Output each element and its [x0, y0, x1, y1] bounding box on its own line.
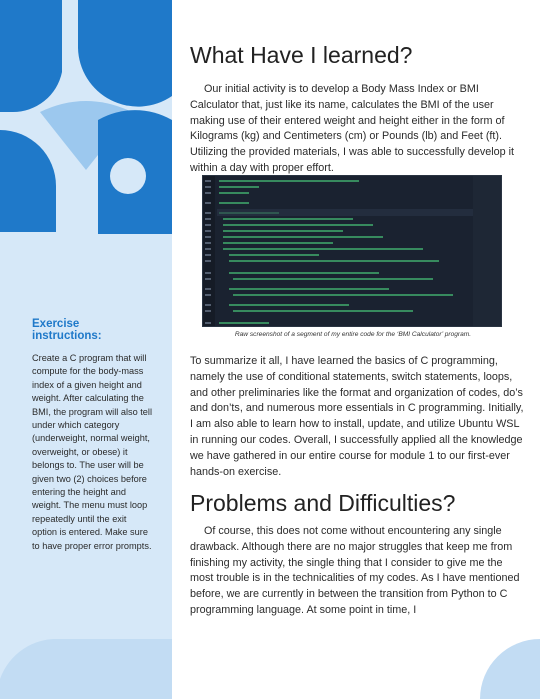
problems-paragraph: Of course, this does not come without encountering any single drawback. Although there are no major struggles that keep me from finishing my activity, the single thing that I consider to give me the most trouble is in the technicalities of my codes. As I have mentioned before, we are currently in between the transition from Python to C programming language. At some point in time, I: [190, 525, 520, 616]
heading-what-learned: What Have I learned?: [190, 42, 413, 68]
screenshot-caption: Raw screenshot of a segment of my entire code for the ‘BMI Calculator’ program.: [234, 331, 472, 338]
bottom-right-decoration: [460, 639, 540, 699]
exercise-title: Exercise instructions:: [32, 318, 102, 342]
shape-bottom-left: [0, 130, 56, 232]
code-screenshot: [202, 175, 502, 327]
summary-paragraph: To summarize it all, I have learned the basics of C programming, namely the use of conditional statements, switch statements, loops, and other preliminaries like the format and organization of codes, do’s and don’ts, and numerous more essentials in C programming. Initially, I am also able to learn how to install, update, and utilize Ubuntu WSL in running our codes. Overall, I successfully applied all the knowledge we have gathered in our entire course for module 1 to our first-ever hands-on exercise.: [190, 355, 524, 478]
bottom-decoration: [0, 639, 172, 699]
sidebar: [0, 0, 172, 699]
decorative-shapes: [0, 0, 172, 260]
shape-top-right: [78, 0, 172, 107]
shape-top-left: [0, 0, 62, 112]
shape-dot: [110, 158, 146, 194]
code-lines: [203, 176, 502, 327]
exercise-body: Create a C program that will compute for the body-mass index of a given height and weight. After calculating the BMI, the program will also tell under which category (underweight, normal weight, overweight, or obese) it belongs to. The user will be given two (2) choices before entering the height and weight. The menu must loop repeatedly until the exit option is entered. Make sure to have proper error prompts.: [32, 353, 152, 551]
intro-paragraph: Our initial activity is to develop a Body Mass Index or BMI Calculator that, just like its name, calculates the BMI of the user making use of their entered weight and height either in the form of Kilograms (kg) and Centimeters (cm) or Pounds (lb) and Feet (ft). Utilizing the provided materials, I was able to successfully develop it within a day with proper effort.: [190, 83, 515, 174]
heading-problems: Problems and Difficulties?: [190, 490, 456, 516]
exercise-panel: [32, 318, 152, 553]
